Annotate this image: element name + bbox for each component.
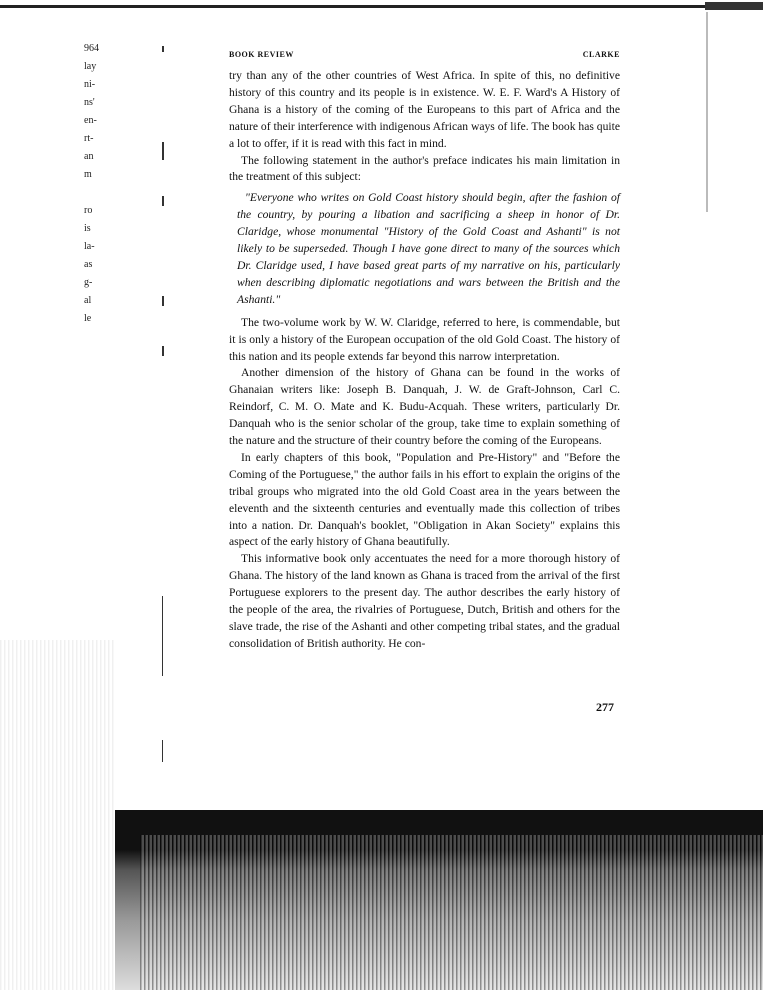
fragment: ns' xyxy=(84,97,95,108)
paragraph: try than any of the other countries of West Africa. In spite of this, no definitive history of this country and its people is in existence. W. E. F. Ward's A History of Ghana is a history of the coming of the Europeans to this part of Africa and the nature of their interference with indigenous African ways of life. The book has quite a lot to offer, if it is read with this fact in mind. xyxy=(229,69,620,150)
fragment: en- xyxy=(84,115,97,126)
paragraph: In early chapters of this book, "Population and Pre-History" and "Before the Coming of the Portuguese," the author fails in his effort to explain the origins of the tribal groups who migrated into the old Gold Coast area in the years between the eleventh and the sixteenth centuries and eventually made this collection of tribes into a nation. Dr. Danquah's booklet, "Obligation in Akan Society" explains this aspect of the early history of Ghana beautifully. xyxy=(229,450,620,549)
fragment: is xyxy=(84,223,91,234)
gutter-mark xyxy=(162,46,164,52)
facing-page-fragments xyxy=(84,40,112,328)
fragment: ro xyxy=(84,205,93,216)
fragment: lay xyxy=(84,61,97,72)
block-quote: "Everyone who writes on Gold Coast history should begin, after the fashion of the country, by pouring a libation and sacrificing a sheep in honor of Dr. Claridge, whose monumental "History of the Gold Coast and Ashanti" is not likely to be superseded. Though I have gone direct to many of the sources which Dr. Claridge used, I have based great parts of my narrative on his, particularly when describing diplomatic negotiations and wars between the British and the Ashanti." xyxy=(237,191,620,306)
scan-bottom-noise xyxy=(140,835,763,990)
fragment: la- xyxy=(84,241,95,252)
fragment: le xyxy=(84,313,92,324)
fragment: ni- xyxy=(84,79,96,90)
header-section-title: BOOK REVIEW xyxy=(229,50,294,59)
fragment: rt- xyxy=(84,133,94,144)
gutter-mark xyxy=(162,346,164,356)
fragment: g- xyxy=(84,277,93,288)
paragraph: Another dimension of the history of Ghana can be found in the works of Ghanaian writers like: Joseph B. Danquah, J. W. de Graft-Johnson, Carl C. Reindorf, C. M. O. Mate and K. Budu-Acquah. These writers, particularly Dr. Danquah who is the senior scholar of the group, take time to explain something of the nature and the structure of their country before the coming of the Europeans. xyxy=(229,366,620,448)
paragraph: The two-volume work by W. W. Claridge, referred to here, is commendable, but it is only a history of the European occupation of the old Gold Coast. The history of this nation and its people extends far beyond this narrow interpretation. xyxy=(229,315,620,363)
gutter-mark xyxy=(162,740,163,762)
scan-top-corner xyxy=(705,2,763,10)
gutter-mark xyxy=(162,296,164,306)
fragment xyxy=(84,184,112,202)
gutter-mark xyxy=(162,196,164,206)
fragment: as xyxy=(84,259,93,270)
paragraph: The following statement in the author's preface indicates his main limitation in the treatment of this subject: xyxy=(229,153,620,184)
fragment: m xyxy=(84,169,92,180)
fragment: an xyxy=(84,151,94,162)
scan-right-edge xyxy=(706,12,708,212)
gutter-mark xyxy=(162,142,164,160)
gutter-mark xyxy=(162,596,163,676)
header-author: CLARKE xyxy=(582,50,620,59)
paragraph: This informative book only accentuates the need for a more thorough history of Ghana. The history of the land known as Ghana is traced from the arrival of the first Portuguese explorers to the present day. The author describes the early history of the people of the area, the rivalries of Portuguese, Dutch, British and others for the slave trade, the rise of the Ashanti and other competing tribal states, and the gradual consolidation of British authority. He con- xyxy=(229,552,620,650)
fragment: al xyxy=(84,295,92,306)
page-body xyxy=(229,68,620,653)
fragment: 964 xyxy=(84,43,99,54)
scan-top-edge xyxy=(0,5,763,8)
page-number: 277 xyxy=(596,700,614,714)
scan-left-shading xyxy=(0,640,115,990)
